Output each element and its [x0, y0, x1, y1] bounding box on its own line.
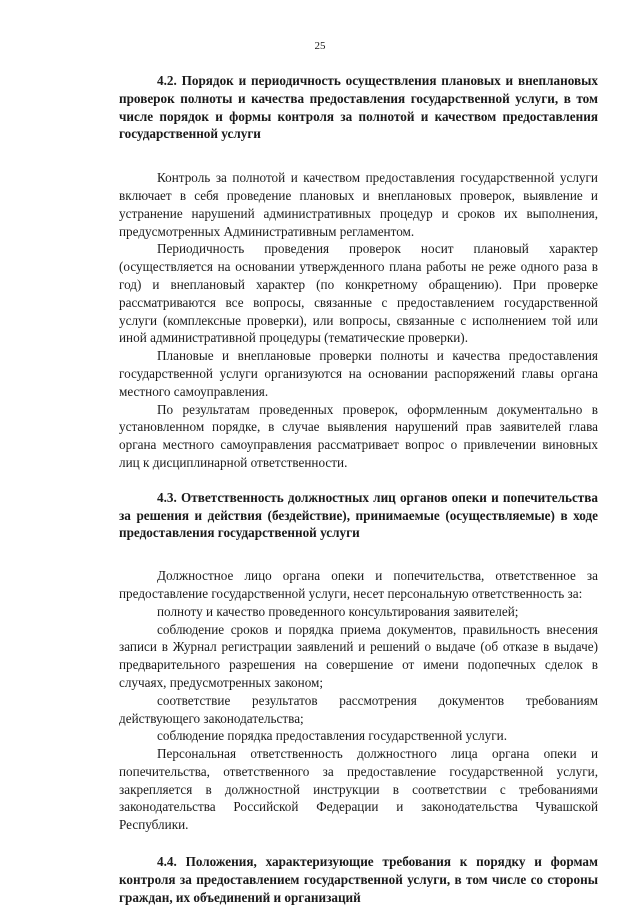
- page-content: [119, 72, 598, 906]
- section-4-2-paragraph: Контроль за полнотой и качеством предоставления государственной услуги включает в себя проведение плановых и внеплановых проверок, выявление и устранение нарушений административных процедур и сроков их выполнения, предусмотренных Административным регламентом.: [119, 170, 598, 239]
- section-4-3-list-item: соответствие результатов рассмотрения документов требованиям действующего законодательства;: [119, 692, 598, 726]
- page-number: 25: [314, 40, 326, 52]
- section-4-4-heading: 4.4. Положения, характеризующие требования к порядку и формам контроля за предоставлением государственной услуги, в том числе со стороны граждан, их объединений и организаций: [119, 854, 598, 905]
- section-4-2-paragraph: Плановые и внеплановые проверки полноты и качества предоставления государственной услуги организуются на основании распоряжений главы органа местного самоуправления.: [119, 348, 598, 399]
- section-4-3-paragraph: Персональная ответственность должностного лица органа опеки и попечительства, ответственного за предоставление государственной услуги, закрепляется в должностной инструкции в соответствии с требованиями законодательства Российской Федерации и законодательства Чувашской Республики.: [119, 746, 598, 833]
- section-4-3-list-item: соблюдение сроков и порядка приема документов, правильность внесения записи в Журнал регистрации заявлений и решений о выдаче (об отказе в выдаче) предварительного разрешения на совершение от имени подопечных сделок в случаях, предусмотренных законом;: [119, 621, 598, 690]
- section-4-2-paragraph: По результатам проведенных проверок, оформленным документально в установленном порядке, в случае выявления нарушений прав заявителей глава органа местного самоуправления рассматривает вопрос о привлечении виновных лиц к дисциплинарной ответственности.: [119, 401, 598, 470]
- section-4-3-list-item: полноту и качество проведенного консультирования заявителей;: [157, 603, 519, 619]
- section-4-2-paragraph: Периодичность проведения проверок носит плановый характер (осуществляется на основании утвержденного плана работы не реже одного раза в год) и внеплановый характер (по конкретному обращению). При проверке рассматриваются все вопросы, связанные с предоставлением государственной услуги (комплексные проверки), или вопросы, связанные с исполнением той или иной административной процедуры (тематические проверки).: [119, 241, 598, 346]
- section-4-2-heading: 4.2. Порядок и периодичность осуществления плановых и внеплановых проверок полноты и качества предоставления государственной услуги, в том числе порядок и формы контроля за полнотой и качеством предоставления государственной услуги: [119, 73, 598, 142]
- section-4-3-heading: 4.3. Ответственность должностных лиц органов опеки и попечительства за решения и действия (бездействие), принимаемые (осуществляемые) в ходе предоставления государственной услуги: [119, 489, 598, 541]
- section-4-3-paragraph: Должностное лицо органа опеки и попечительства, ответственное за предоставление государственной услуги, несет персональную ответственность за:: [119, 568, 598, 601]
- section-4-3-list-item: соблюдение порядка предоставления государственной услуги.: [157, 728, 508, 744]
